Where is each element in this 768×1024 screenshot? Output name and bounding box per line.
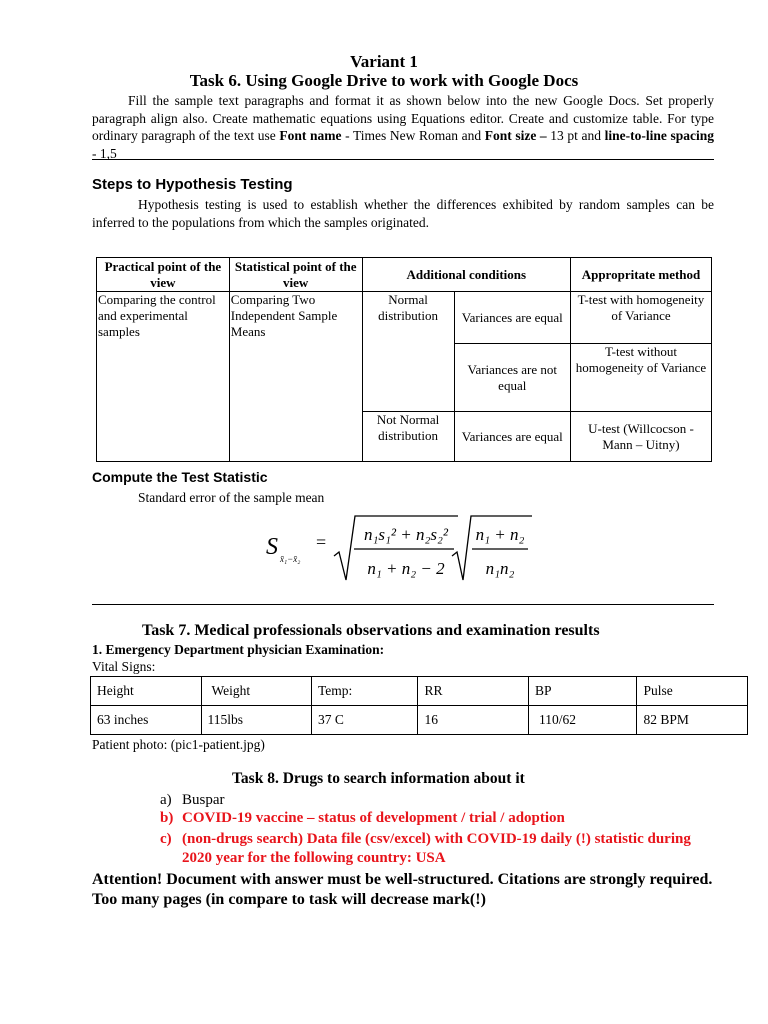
vital-value-row (91, 706, 748, 735)
variances-equal-cell-2: Variances are equal (454, 412, 570, 462)
header-statistical: Statistical point of the view (229, 258, 362, 292)
formula-equals: = (316, 532, 327, 552)
hypothesis-heading: Steps to Hypothesis Testing (92, 176, 293, 193)
vital-temp-value: 37 C (312, 706, 418, 735)
formula-denominator-2: n₁n₂ (485, 559, 515, 578)
method-cell-3: U-test (Willcocson - Mann – Uitny) (570, 412, 711, 462)
vital-pulse-value: 82 BPM (637, 706, 748, 735)
vital-col-bp: BP (528, 677, 636, 706)
vital-signs-label: Vital Signs: (92, 659, 156, 674)
statistical-cell: Comparing Two Independent Sample Means (229, 292, 362, 462)
variant-title: Variant 1 (350, 52, 418, 71)
vital-weight-value: 115lbs (201, 706, 312, 735)
divider-1 (92, 159, 714, 160)
font-size-label: Font size – (484, 128, 547, 143)
vital-rr-value: 16 (418, 706, 529, 735)
task8-item-a: a) Buspar (160, 792, 225, 808)
attention-note: Attention! Document with answer must be well-structured. Citations are strongly required. Too many pages (in compare to task will decrease mark(!) (92, 871, 713, 908)
formula-lhs-subscript: x̄₁−x̄₂ (280, 554, 301, 564)
method-cell-1: T-test with homogeneity of Variance (570, 292, 711, 344)
spacing-label: line-to-line spacing (604, 128, 714, 143)
task8-item-c: c) (non-drugs search) Data file (csv/excel) with COVID-19 daily (!) statistic during 2020 year for the following country: USA (160, 831, 691, 866)
normal-cell: Normal distribution (362, 292, 454, 412)
header-conditions: Additional conditions (362, 258, 570, 292)
standard-error-formula (262, 512, 538, 584)
task7-title: Task 7. Medical professionals observations and examination results (142, 622, 600, 639)
formula-denominator-1: n₁ + n₂ − 2 (367, 559, 445, 578)
task6-title: Task 6. Using Google Drive to work with Google Docs (189, 71, 579, 90)
hypothesis-table (96, 257, 712, 462)
formula-lhs: S (266, 534, 278, 560)
variances-not-equal-cell: Variances are not equal (454, 344, 570, 412)
intro-paragraph: Fill the sample text paragraphs and format it as shown below into the new Google Docs. Set properly paragraph align also. Create mathematic equations using Equations editor. Create and customize table. For type ordinary paragraph of the text use Font name - Times New Roman and Font size – 13 pt and line-to-line spacing - 1,5 (92, 93, 714, 161)
vital-col-pulse: Pulse (637, 677, 748, 706)
header-practical: Practical point of the view (97, 258, 230, 292)
hypothesis-paragraph: Hypothesis testing is used to establish whether the differences exhibited by random samples can be inferred to the populations from which the samples originated. (92, 197, 714, 230)
vital-col-height: Height (91, 677, 202, 706)
vital-header-row (91, 677, 748, 706)
vital-col-temp: Temp: (312, 677, 418, 706)
vital-col-rr: RR (418, 677, 529, 706)
vital-bp-value: 110/62 (528, 706, 636, 735)
task8-item-b: b) COVID-19 vaccine – status of development / trial / adoption (160, 810, 565, 826)
header-method: Appropritate method (570, 258, 711, 292)
font-name-label: Font name (279, 128, 342, 143)
vital-signs-table (90, 676, 748, 735)
task8-title: Task 8. Drugs to search information about it (232, 770, 525, 787)
divider-2 (92, 604, 714, 605)
practical-cell: Comparing the control and experimental samples (97, 292, 230, 462)
formula-numerator-2: n₁ + n₂ (475, 525, 525, 544)
not-normal-cell: Not Normal distribution (362, 412, 454, 462)
formula-numerator-1: n₁s₁² + n₂s₂² (363, 525, 449, 544)
vital-height-value: 63 inches (91, 706, 202, 735)
compute-subtext: Standard error of the sample mean (138, 490, 325, 505)
variances-equal-cell-1: Variances are equal (454, 292, 570, 344)
compute-heading: Compute the Test Statistic (92, 469, 268, 485)
method-cell-2: T-test without homogeneity of Variance (570, 344, 711, 412)
task7-subtitle: 1. Emergency Department physician Examination: (92, 642, 385, 657)
vital-col-weight: Weight (201, 677, 312, 706)
patient-photo-note: Patient photo: (pic1-patient.jpg) (92, 737, 265, 752)
